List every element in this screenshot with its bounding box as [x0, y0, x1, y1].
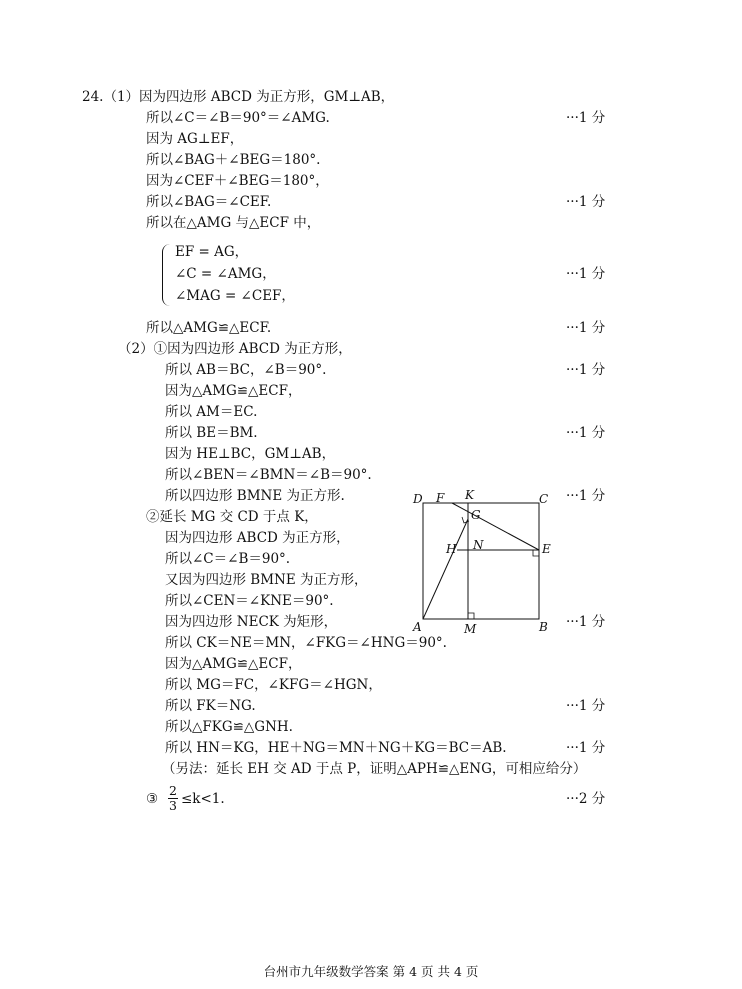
score-mark: ···1 分: [566, 320, 606, 336]
score-mark: ···1 分: [566, 362, 606, 378]
score-mark: ···1 分: [566, 740, 606, 756]
figure-label: M: [464, 622, 477, 636]
figure-label: N: [473, 538, 484, 552]
solution-line: 因为∠CEF＋∠BEG＝180°，: [146, 173, 329, 189]
system-equation: EF = AG，: [175, 244, 249, 260]
fraction-denominator: 3: [169, 798, 177, 813]
figure-label: D: [413, 492, 423, 506]
score-mark: ···1 分: [566, 425, 606, 441]
figure-label: E: [542, 542, 551, 556]
segment-ag: [423, 519, 468, 619]
solution-line: 所以∠CEN＝∠KNE＝90°.: [165, 593, 334, 609]
solution-line: 所以△AMG≌△ECF.: [146, 320, 272, 336]
system-equation: ∠C = ∠AMG，: [175, 266, 276, 282]
page-footer: 台州市九年级数学答案 第 4 页 共 4 页: [263, 964, 479, 979]
solution-line: 所以∠C＝∠B＝90°.: [165, 551, 291, 567]
score-mark: ···1 分: [566, 110, 606, 126]
fraction-numerator: 2: [169, 783, 177, 798]
solution-line: 因为四边形 NECK 为矩形，: [165, 614, 338, 630]
solution-line: 又因为四边形 BMNE 为正方形，: [165, 572, 368, 588]
figure-label: H: [446, 542, 457, 556]
fraction-two-thirds: [167, 784, 179, 813]
solution-line: 所以 AM＝EC.: [165, 404, 258, 420]
solution-line: 所以 CK＝NE＝MN，∠FKG＝∠HNG＝90°.: [165, 635, 447, 651]
right-angle-mark-e: [533, 550, 539, 556]
figure-label: C: [539, 492, 549, 506]
solution-line: 所以在△AMG 与△ECF 中，: [146, 215, 321, 231]
solution-line: 所以∠BAG＋∠BEG＝180°.: [146, 152, 321, 168]
system-brace: [162, 244, 171, 306]
solution-line: （2）①因为四边形 ABCD 为正方形，: [118, 341, 352, 357]
figure-label: F: [436, 491, 445, 505]
system-equation: ∠MAG = ∠CEF，: [175, 288, 295, 304]
score-mark: ···1 分: [566, 614, 606, 630]
solution-line: 所以 MG＝FC，∠KFG＝∠HGN，: [165, 677, 382, 693]
score-mark: ···1 分: [566, 266, 606, 282]
score-mark: ···1 分: [566, 698, 606, 714]
solution-line: 所以 HN＝KG，HE＋NG＝MN＋NG＋KG＝BC＝AB.: [165, 740, 507, 756]
figure-label: B: [539, 620, 548, 634]
solution-line: ≤k<1.: [181, 791, 225, 807]
score-mark: ···1 分: [566, 488, 606, 504]
solution-line: 因为 HE⊥BC，GM⊥AB，: [165, 446, 336, 462]
solution-line: 24.（1）因为四边形 ABCD 为正方形，GM⊥AB，: [82, 89, 395, 105]
figure-label: G: [471, 508, 481, 522]
score-mark: ···1 分: [566, 194, 606, 210]
solution-line: 因为△AMG≌△ECF，: [165, 383, 302, 399]
solution-line: 所以 AB＝BC，∠B＝90°.: [165, 362, 327, 378]
alternative-method-note: （另法：延长 EH 交 AD 于点 P，证明△APH≌△ENG，可相应给分）: [162, 761, 587, 777]
solution-line: 所以△FKG≌△GNH.: [165, 719, 293, 735]
part-three-marker: ③: [146, 791, 159, 807]
score-mark: ···2 分: [566, 791, 606, 807]
square-geometry-figure: [405, 487, 565, 637]
figure-label: K: [465, 488, 474, 502]
solution-line: 因为 AG⊥EF，: [146, 131, 244, 147]
solution-line: 所以∠BEN＝∠BMN＝∠B＝90°.: [165, 467, 372, 483]
solution-line: 因为四边形 ABCD 为正方形，: [165, 530, 350, 546]
square-abcd: [423, 503, 539, 619]
solution-line: ②延长 MG 交 CD 于点 K，: [146, 509, 318, 525]
right-angle-mark-m: [468, 613, 474, 619]
solution-line: 所以 FK＝NG.: [165, 698, 256, 714]
solution-line: 所以四边形 BMNE 为正方形.: [165, 488, 345, 504]
solution-line: 因为△AMG≌△ECF，: [165, 656, 302, 672]
figure-label: A: [413, 620, 422, 634]
solution-line: 所以∠C＝∠B＝90°＝∠AMG.: [146, 110, 330, 126]
solution-line: 所以∠BAG＝∠CEF.: [146, 194, 272, 210]
solution-line: 所以 BE＝BM.: [165, 425, 258, 441]
